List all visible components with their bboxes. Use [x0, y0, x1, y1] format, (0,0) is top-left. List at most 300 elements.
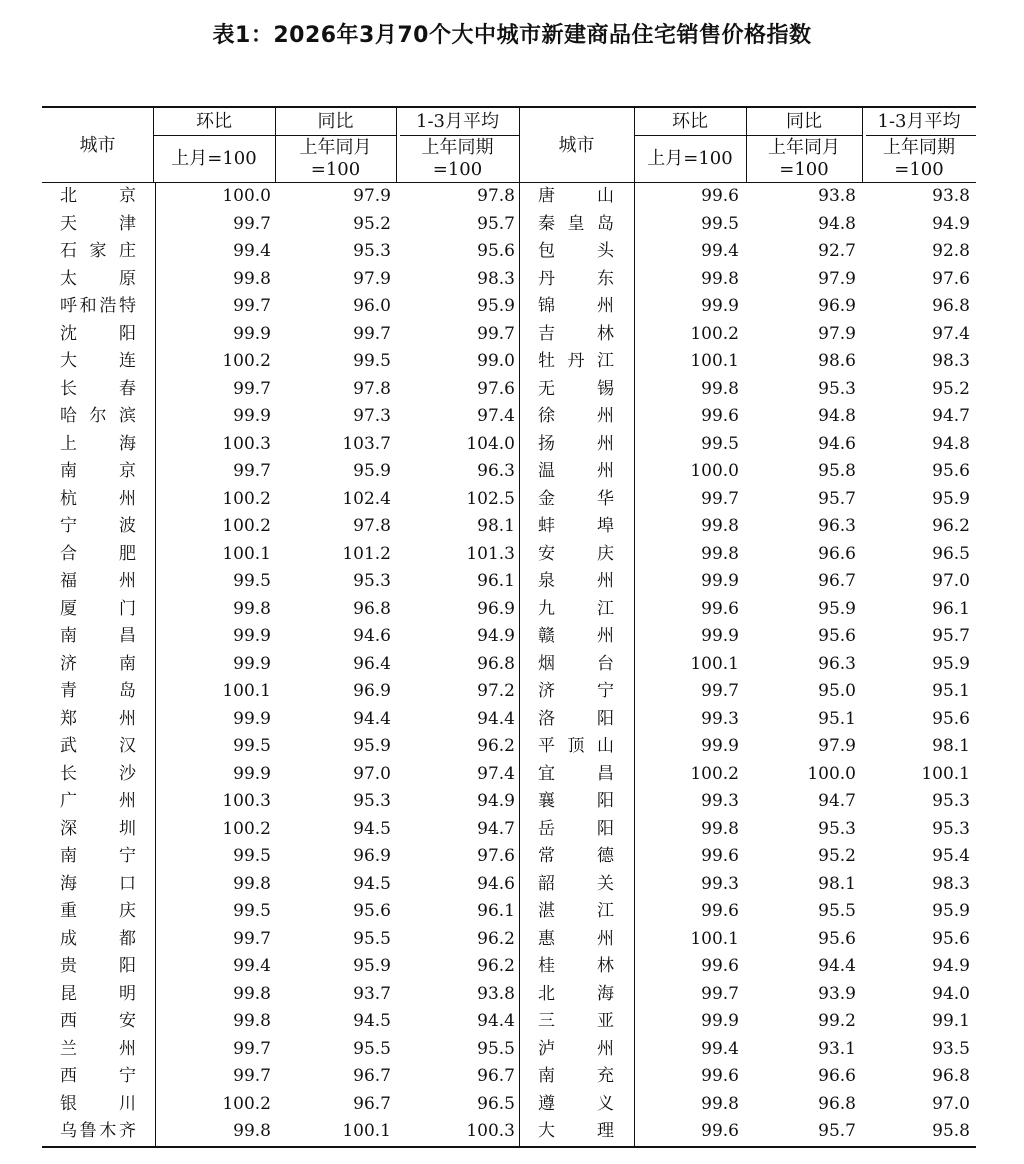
yoy-cell: 97.8 [353, 378, 391, 399]
city-cell: 海口 [60, 873, 136, 894]
yoy-cell: 98.1 [818, 873, 856, 894]
table-top-rule [42, 106, 976, 108]
yoy-cell: 95.7 [818, 488, 856, 509]
yoy-cell: 96.3 [818, 653, 856, 674]
mom-cell: 99.3 [701, 873, 739, 894]
avg-cell: 96.9 [477, 598, 515, 619]
avg-cell: 100.3 [466, 1121, 515, 1141]
avg-cell: 97.4 [477, 406, 515, 426]
yoy-cell: 95.1 [818, 708, 856, 729]
mom-cell: 99.7 [233, 213, 271, 234]
city-cell: 哈尔滨 [60, 406, 136, 426]
mom-cell: 99.7 [701, 488, 739, 509]
avg-cell: 99.7 [477, 323, 515, 344]
city-cell: 赣州 [538, 626, 614, 646]
city-cell: 北海 [538, 983, 614, 1004]
mom-cell: 99.8 [233, 598, 271, 619]
yoy-cell: 96.8 [818, 1093, 856, 1114]
yoy-cell: 99.5 [353, 351, 391, 371]
yoy-cell: 96.8 [353, 598, 391, 619]
city-cell: 长沙 [60, 763, 136, 784]
mom-cell: 99.6 [701, 1066, 739, 1086]
city-cell: 武汉 [60, 736, 136, 756]
mom-cell: 99.7 [233, 1038, 271, 1059]
yoy-cell: 96.3 [818, 516, 856, 536]
avg-cell: 95.8 [932, 1121, 970, 1141]
mom-cell: 99.9 [701, 296, 739, 316]
yoy-cell: 95.7 [818, 1121, 856, 1141]
mom-cell: 99.8 [701, 378, 739, 399]
city-cell: 岳阳 [538, 818, 614, 839]
mom-cell: 99.9 [701, 571, 739, 591]
city-cell: 南昌 [60, 626, 136, 646]
mom-cell: 99.6 [701, 406, 739, 426]
header-yoy: 同比 [317, 111, 354, 132]
city-cell: 襄阳 [538, 791, 614, 811]
mom-cell: 100.2 [690, 323, 739, 344]
city-cell: 上海 [60, 433, 136, 454]
avg-cell: 92.8 [932, 241, 970, 261]
mom-cell: 100.1 [690, 653, 739, 674]
city-cell: 唐山 [538, 186, 614, 206]
mom-cell: 99.7 [233, 1066, 271, 1086]
avg-cell: 96.3 [477, 461, 515, 481]
city-cell: 惠州 [538, 928, 614, 949]
mom-cell: 99.7 [233, 928, 271, 949]
city-cell: 长春 [60, 378, 136, 399]
avg-cell: 96.5 [932, 543, 970, 564]
yoy-cell: 93.8 [818, 186, 856, 206]
avg-cell: 97.6 [932, 268, 970, 289]
mom-cell: 99.8 [701, 543, 739, 564]
city-cell: 宜昌 [538, 763, 614, 784]
header-avg-sub-2: =100 [894, 159, 944, 180]
header-avg: 1-3月平均 [416, 111, 499, 132]
mom-cell: 100.2 [222, 516, 271, 536]
mom-cell: 99.9 [233, 323, 271, 344]
city-cell: 包头 [538, 241, 614, 261]
mom-cell: 100.2 [222, 351, 271, 371]
yoy-cell: 99.2 [818, 1011, 856, 1031]
city-cell: 昆明 [60, 983, 136, 1004]
mom-cell: 99.3 [701, 708, 739, 729]
mom-cell: 99.7 [233, 296, 271, 316]
city-cell: 牡丹江 [538, 351, 614, 371]
mom-cell: 99.5 [233, 901, 271, 921]
city-cell: 郑州 [60, 708, 136, 729]
avg-cell: 94.6 [477, 873, 515, 894]
yoy-cell: 95.8 [818, 461, 856, 481]
yoy-cell: 94.6 [353, 626, 391, 646]
city-cell: 秦皇岛 [538, 213, 614, 234]
header-city: 城市 [558, 135, 595, 156]
avg-cell: 96.1 [477, 901, 515, 921]
city-cell: 杭州 [60, 488, 136, 509]
avg-cell: 100.1 [921, 763, 970, 784]
avg-cell: 94.9 [932, 213, 970, 234]
mom-cell: 99.8 [701, 516, 739, 536]
table-bottom-rule [42, 1146, 976, 1148]
yoy-cell: 94.8 [818, 406, 856, 426]
city-cell: 遵义 [538, 1093, 614, 1114]
avg-cell: 96.8 [932, 1066, 970, 1086]
header-mid-rule [866, 135, 976, 136]
city-cell: 湛江 [538, 901, 614, 921]
mom-cell: 99.7 [701, 983, 739, 1004]
yoy-cell: 103.7 [342, 433, 391, 454]
city-cell: 大连 [60, 351, 136, 371]
mom-cell: 99.8 [233, 268, 271, 289]
city-cell: 桂林 [538, 956, 614, 976]
yoy-cell: 97.8 [353, 516, 391, 536]
avg-cell: 96.2 [477, 956, 515, 976]
city-cell: 无锡 [538, 378, 614, 399]
avg-cell: 94.7 [932, 406, 970, 426]
yoy-cell: 95.5 [353, 928, 391, 949]
yoy-cell: 100.1 [342, 1121, 391, 1141]
yoy-cell: 95.3 [818, 818, 856, 839]
avg-cell: 95.7 [477, 213, 515, 234]
mom-cell: 99.5 [233, 571, 271, 591]
yoy-cell: 93.9 [818, 983, 856, 1004]
city-cell: 济南 [60, 653, 136, 674]
avg-cell: 96.8 [477, 653, 515, 674]
avg-cell: 96.2 [477, 736, 515, 756]
yoy-cell: 94.8 [818, 213, 856, 234]
city-cell: 天津 [60, 213, 136, 234]
city-cell: 沈阳 [60, 323, 136, 344]
avg-cell: 97.0 [932, 1093, 970, 1114]
avg-cell: 94.9 [477, 626, 515, 646]
city-cell: 西安 [60, 1011, 136, 1031]
avg-cell: 94.4 [477, 1011, 515, 1031]
avg-cell: 98.1 [477, 516, 515, 536]
city-cell: 洛阳 [538, 708, 614, 729]
avg-cell: 99.1 [932, 1011, 970, 1031]
yoy-cell: 97.9 [353, 186, 391, 206]
city-cell: 南京 [60, 461, 136, 481]
table-title: 表1：2026年3月70个大中城市新建商品住宅销售价格指数 [212, 23, 812, 48]
avg-cell: 95.3 [932, 818, 970, 839]
mom-cell: 100.1 [222, 543, 271, 564]
city-cell: 平顶山 [538, 736, 614, 756]
mom-cell: 99.9 [701, 1011, 739, 1031]
city-cell: 泸州 [538, 1038, 614, 1059]
city-cell: 西宁 [60, 1066, 136, 1086]
mom-cell: 99.9 [233, 626, 271, 646]
yoy-cell: 95.3 [353, 241, 391, 261]
city-cell: 重庆 [60, 901, 136, 921]
mom-cell: 99.6 [701, 901, 739, 921]
avg-cell: 95.6 [477, 241, 515, 261]
mom-cell: 100.0 [222, 186, 271, 206]
yoy-cell: 94.5 [353, 818, 391, 839]
city-cell: 温州 [538, 461, 614, 481]
avg-cell: 95.9 [932, 653, 970, 674]
yoy-cell: 101.2 [342, 543, 391, 564]
city-cell: 乌鲁木齐 [60, 1121, 136, 1141]
mom-cell: 99.9 [233, 708, 271, 729]
mom-cell: 99.9 [233, 653, 271, 674]
avg-cell: 95.6 [932, 461, 970, 481]
avg-cell: 95.9 [932, 901, 970, 921]
avg-cell: 96.2 [477, 928, 515, 949]
yoy-cell: 96.9 [818, 296, 856, 316]
yoy-cell: 96.7 [818, 571, 856, 591]
avg-cell: 97.6 [477, 846, 515, 866]
mom-cell: 99.9 [233, 406, 271, 426]
avg-cell: 95.6 [932, 928, 970, 949]
yoy-cell: 97.9 [353, 268, 391, 289]
avg-cell: 96.5 [477, 1093, 515, 1114]
avg-cell: 96.1 [477, 571, 515, 591]
city-cell: 丹东 [538, 268, 614, 289]
city-cell: 金华 [538, 488, 614, 509]
mom-cell: 100.1 [690, 928, 739, 949]
city-cell: 泉州 [538, 571, 614, 591]
city-cell: 青岛 [60, 681, 136, 701]
mom-cell: 99.4 [701, 1038, 739, 1059]
avg-cell: 94.8 [932, 433, 970, 454]
yoy-cell: 95.6 [818, 928, 856, 949]
header-mom-sub: 上月=100 [647, 148, 733, 169]
avg-cell: 102.5 [466, 488, 515, 509]
mom-cell: 99.6 [701, 846, 739, 866]
yoy-cell: 100.0 [807, 763, 856, 784]
header-mom: 环比 [672, 111, 708, 132]
avg-cell: 97.8 [477, 186, 515, 206]
yoy-cell: 93.1 [818, 1038, 856, 1059]
mom-cell: 100.2 [690, 763, 739, 784]
avg-cell: 94.9 [932, 956, 970, 976]
city-cell: 南充 [538, 1066, 614, 1086]
mom-cell: 99.5 [701, 213, 739, 234]
mom-cell: 99.5 [701, 433, 739, 454]
yoy-cell: 99.7 [353, 323, 391, 344]
avg-cell: 98.1 [932, 736, 970, 756]
header-city: 城市 [79, 135, 116, 156]
mom-cell: 99.6 [701, 1121, 739, 1141]
city-cell: 扬州 [538, 433, 614, 454]
avg-cell: 95.1 [932, 681, 970, 701]
city-cell: 吉林 [538, 323, 614, 344]
avg-cell: 93.8 [477, 983, 515, 1004]
yoy-cell: 97.9 [818, 736, 856, 756]
mom-cell: 99.8 [233, 1121, 271, 1141]
yoy-cell: 92.7 [818, 241, 856, 261]
yoy-cell: 95.5 [353, 1038, 391, 1059]
avg-cell: 97.6 [477, 378, 515, 399]
yoy-cell: 96.9 [353, 846, 391, 866]
yoy-cell: 96.7 [353, 1066, 391, 1086]
city-cell: 九江 [538, 598, 614, 619]
table-divider [519, 108, 520, 1146]
city-cell: 呼和浩特 [60, 296, 136, 316]
city-cell: 石家庄 [60, 241, 136, 261]
city-cell: 徐州 [538, 406, 614, 426]
yoy-cell: 95.2 [818, 846, 856, 866]
avg-cell: 101.3 [466, 543, 515, 564]
yoy-cell: 97.3 [353, 406, 391, 426]
city-cell: 常德 [538, 846, 614, 866]
mom-cell: 99.5 [233, 736, 271, 756]
mom-cell: 99.9 [701, 626, 739, 646]
header-yoy-sub-1: 上年同月 [768, 137, 840, 158]
avg-cell: 93.8 [932, 186, 970, 206]
yoy-cell: 98.6 [818, 351, 856, 371]
yoy-cell: 96.0 [353, 296, 391, 316]
mom-cell: 99.6 [701, 598, 739, 619]
yoy-cell: 95.9 [353, 736, 391, 756]
header-mid-rule [400, 135, 519, 136]
mom-cell: 100.3 [222, 433, 271, 454]
city-cell: 成都 [60, 928, 136, 949]
yoy-cell: 102.4 [342, 488, 391, 509]
header-avg-sub-1: 上年同期 [883, 137, 955, 158]
header-yoy-sub-2: =100 [310, 159, 361, 180]
header-yoy-sub-2: =100 [779, 159, 829, 180]
header-yoy: 同比 [786, 111, 822, 132]
yoy-cell: 95.3 [818, 378, 856, 399]
mom-cell: 99.7 [701, 681, 739, 701]
mom-cell: 99.9 [701, 736, 739, 756]
yoy-cell: 97.9 [818, 268, 856, 289]
header-mid-rule [153, 135, 396, 136]
yoy-cell: 96.7 [353, 1093, 391, 1114]
avg-cell: 94.9 [477, 791, 515, 811]
mom-cell: 99.5 [233, 846, 271, 866]
city-cell: 太原 [60, 268, 136, 289]
mom-cell: 99.4 [701, 241, 739, 261]
yoy-cell: 95.6 [353, 901, 391, 921]
header-avg-sub-2: =100 [432, 159, 483, 180]
mom-cell: 99.8 [701, 818, 739, 839]
city-cell: 南宁 [60, 846, 136, 866]
city-cell: 北京 [60, 186, 136, 206]
yoy-cell: 95.3 [353, 571, 391, 591]
avg-cell: 95.3 [932, 791, 970, 811]
avg-cell: 95.9 [932, 488, 970, 509]
mom-cell: 100.2 [222, 488, 271, 509]
yoy-cell: 95.9 [353, 956, 391, 976]
avg-cell: 94.4 [477, 708, 515, 729]
mom-cell: 99.8 [233, 873, 271, 894]
mom-cell: 99.3 [701, 791, 739, 811]
city-cell: 广州 [60, 791, 136, 811]
mom-cell: 99.6 [701, 186, 739, 206]
header-mom-sub: 上月=100 [171, 148, 257, 169]
mom-cell: 100.1 [690, 351, 739, 371]
yoy-cell: 95.9 [353, 461, 391, 481]
city-cell: 合肥 [60, 543, 136, 564]
avg-cell: 95.6 [932, 708, 970, 729]
mom-cell: 100.0 [690, 461, 739, 481]
yoy-cell: 94.4 [818, 956, 856, 976]
avg-cell: 98.3 [932, 351, 970, 371]
yoy-cell: 94.5 [353, 1011, 391, 1031]
mom-cell: 99.4 [233, 956, 271, 976]
yoy-cell: 95.3 [353, 791, 391, 811]
mom-cell: 100.1 [222, 681, 271, 701]
city-cell: 济宁 [538, 681, 614, 701]
avg-cell: 98.3 [932, 873, 970, 894]
mom-cell: 100.2 [222, 818, 271, 839]
avg-cell: 96.1 [932, 598, 970, 619]
city-cell: 福州 [60, 571, 136, 591]
yoy-cell: 94.5 [353, 873, 391, 894]
avg-cell: 98.3 [477, 268, 515, 289]
avg-cell: 95.2 [932, 378, 970, 399]
avg-cell: 99.0 [477, 351, 515, 371]
avg-cell: 94.0 [932, 983, 970, 1004]
avg-cell: 93.5 [932, 1038, 970, 1059]
city-cell: 兰州 [60, 1038, 136, 1059]
avg-cell: 95.4 [932, 846, 970, 866]
avg-cell: 97.4 [932, 323, 970, 344]
yoy-cell: 95.0 [818, 681, 856, 701]
mom-cell: 99.9 [233, 763, 271, 784]
city-cell: 韶关 [538, 873, 614, 894]
yoy-cell: 95.5 [818, 901, 856, 921]
header-mom: 环比 [196, 111, 232, 132]
avg-cell: 95.7 [932, 626, 970, 646]
yoy-cell: 97.0 [353, 763, 391, 784]
yoy-cell: 96.6 [818, 1066, 856, 1086]
header-avg: 1-3月平均 [877, 111, 961, 132]
city-cell: 深圳 [60, 818, 136, 839]
header-avg-sub-1: 上年同期 [421, 137, 494, 158]
yoy-cell: 96.6 [818, 543, 856, 564]
avg-cell: 94.7 [477, 818, 515, 839]
city-cell: 烟台 [538, 653, 614, 674]
mom-cell: 99.7 [233, 461, 271, 481]
city-cell: 三亚 [538, 1011, 614, 1031]
header-yoy-sub-1: 上年同月 [299, 137, 372, 158]
city-cell: 安庆 [538, 543, 614, 564]
yoy-cell: 97.9 [818, 323, 856, 344]
city-cell: 大理 [538, 1121, 614, 1141]
yoy-cell: 94.4 [353, 708, 391, 729]
yoy-cell: 96.4 [353, 653, 391, 674]
yoy-cell: 94.6 [818, 433, 856, 454]
city-cell: 贵阳 [60, 956, 136, 976]
avg-cell: 96.8 [932, 296, 970, 316]
avg-cell: 97.4 [477, 763, 515, 784]
yoy-cell: 96.9 [353, 681, 391, 701]
city-cell: 厦门 [60, 598, 136, 619]
yoy-cell: 93.7 [353, 983, 391, 1004]
mom-cell: 99.8 [233, 983, 271, 1004]
mom-cell: 99.4 [233, 241, 271, 261]
city-cell: 宁波 [60, 516, 136, 536]
city-cell: 银川 [60, 1093, 136, 1114]
mom-cell: 99.8 [701, 1093, 739, 1114]
avg-cell: 95.5 [477, 1038, 515, 1059]
avg-cell: 96.2 [932, 516, 970, 536]
mom-cell: 99.7 [233, 378, 271, 399]
mom-cell: 100.2 [222, 1093, 271, 1114]
yoy-cell: 95.9 [818, 598, 856, 619]
avg-cell: 104.0 [466, 433, 515, 454]
mom-cell: 100.3 [222, 791, 271, 811]
yoy-cell: 95.6 [818, 626, 856, 646]
header-mid-rule [634, 135, 862, 136]
mom-cell: 99.8 [233, 1011, 271, 1031]
mom-cell: 99.8 [701, 268, 739, 289]
yoy-cell: 94.7 [818, 791, 856, 811]
city-cell: 蚌埠 [538, 516, 614, 536]
mom-cell: 99.6 [701, 956, 739, 976]
